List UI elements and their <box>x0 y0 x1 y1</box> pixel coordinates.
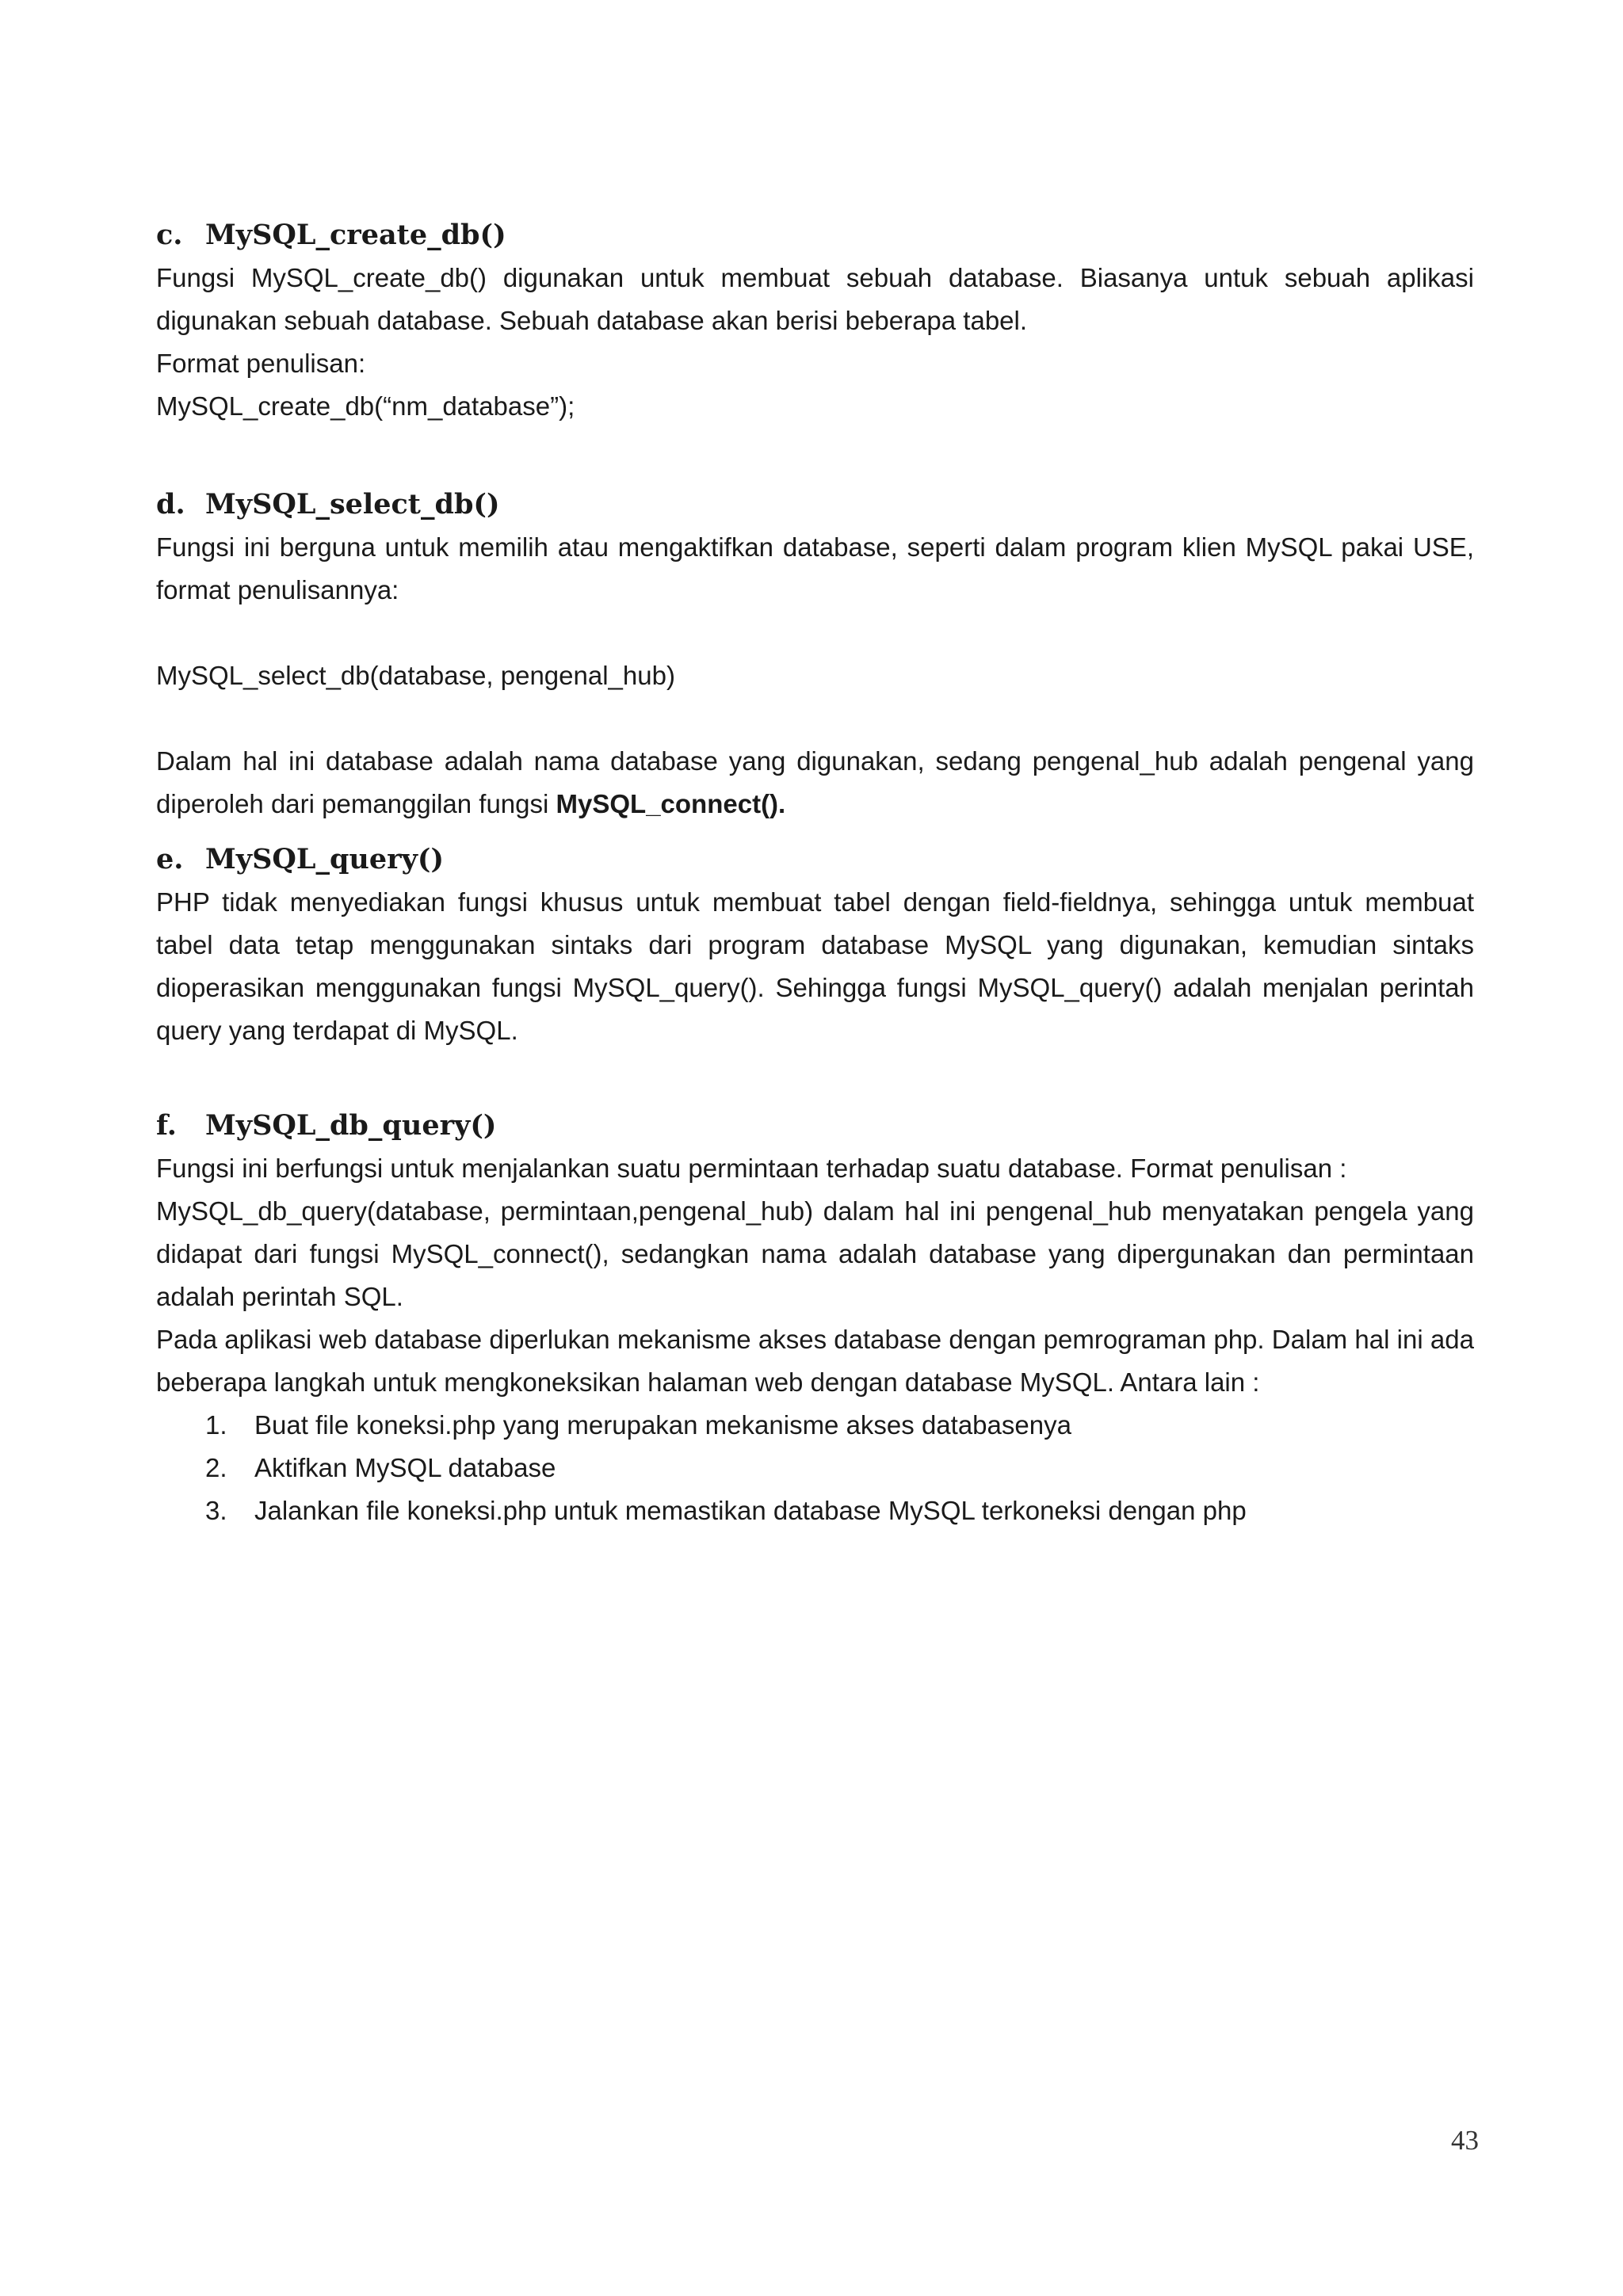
section-mysql-select-db <box>156 483 1474 826</box>
list-item <box>156 1447 1474 1489</box>
section-mysql-create-db <box>156 214 1474 428</box>
section-heading <box>156 214 1474 257</box>
paragraph: Pada aplikasi web database diperlukan mekanisme akses database dengan pemrograman php. Dalam hal ini ada beberapa langkah untuk mengkoneksikan halaman web dengan database MySQL. Antara lain : <box>156 1325 1474 1397</box>
section-title: MySQL_query() <box>205 843 445 875</box>
list-number: 2. <box>205 1453 227 1482</box>
section-letter: d. <box>156 488 185 521</box>
section-heading <box>156 1104 1474 1147</box>
section-mysql-query <box>156 838 1474 1052</box>
list-number: 1. <box>205 1410 227 1440</box>
paragraph: Fungsi ini berfungsi untuk menjalankan suatu permintaan terhadap suatu database. Format penulisan : <box>156 1154 1347 1183</box>
paragraph <box>156 740 1474 826</box>
list-number: 3. <box>205 1496 227 1525</box>
section-heading <box>156 483 1474 526</box>
paragraph-text: Dalam hal ini database adalah nama database yang digunakan, sedang pengenal_hub adalah pengenal yang diperoleh dari pemanggilan fungsi <box>156 746 1474 818</box>
list-text: Jalankan file koneksi.php untuk memastikan database MySQL terkoneksi dengan php <box>254 1496 1247 1525</box>
document-body <box>156 214 1474 1532</box>
section-letter: e. <box>156 843 184 875</box>
section-title: MySQL_create_db() <box>205 219 506 251</box>
section-heading <box>156 838 1474 881</box>
code-line: MySQL_select_db(database, pengenal_hub) <box>156 661 675 690</box>
list-item <box>156 1404 1474 1447</box>
page-number: 43 <box>1451 2125 1479 2156</box>
list-text: Aktifkan MySQL database <box>254 1453 556 1482</box>
function-name: MySQL_connect(). <box>556 789 786 818</box>
section-title: MySQL_db_query() <box>205 1109 497 1142</box>
list-item <box>156 1489 1474 1532</box>
section-mysql-db-query <box>156 1104 1474 1532</box>
paragraph: MySQL_db_query(database, permintaan,pengenal_hub) dalam hal ini pengenal_hub menyatakan pengela yang didapat dari fungsi MySQL_connect(), sedangkan nama adalah database yang dipergunakan dan permintaan adalah perintah SQL. <box>156 1196 1474 1311</box>
list-text: Buat file koneksi.php yang merupakan mekanisme akses databasenya <box>254 1410 1071 1440</box>
section-title: MySQL_select_db() <box>205 488 500 521</box>
steps-list <box>156 1404 1474 1532</box>
paragraph: PHP tidak menyediakan fungsi khusus untuk membuat tabel dengan field-fieldnya, sehingga untuk membuat tabel data tetap menggunakan sintaks dari program database MySQL yang digunakan, kemudian sintaks dioperasikan menggunakan fungsi MySQL_query(). Sehingga fungsi MySQL_query() adalah menjalan perintah query yang terdapat di MySQL. <box>156 887 1474 1045</box>
section-letter: f. <box>156 1109 177 1142</box>
paragraph: Fungsi MySQL_create_db() digunakan untuk membuat sebuah database. Biasanya untuk sebuah aplikasi digunakan sebuah database. Sebuah database akan berisi beberapa tabel. <box>156 263 1474 335</box>
paragraph: Fungsi ini berguna untuk memilih atau mengaktifkan database, seperti dalam program klien MySQL pakai USE, format penulisannya: <box>156 532 1474 605</box>
format-label: Format penulisan: <box>156 349 366 378</box>
code-line: MySQL_create_db(“nm_database”); <box>156 391 575 421</box>
section-letter: c. <box>156 219 183 251</box>
